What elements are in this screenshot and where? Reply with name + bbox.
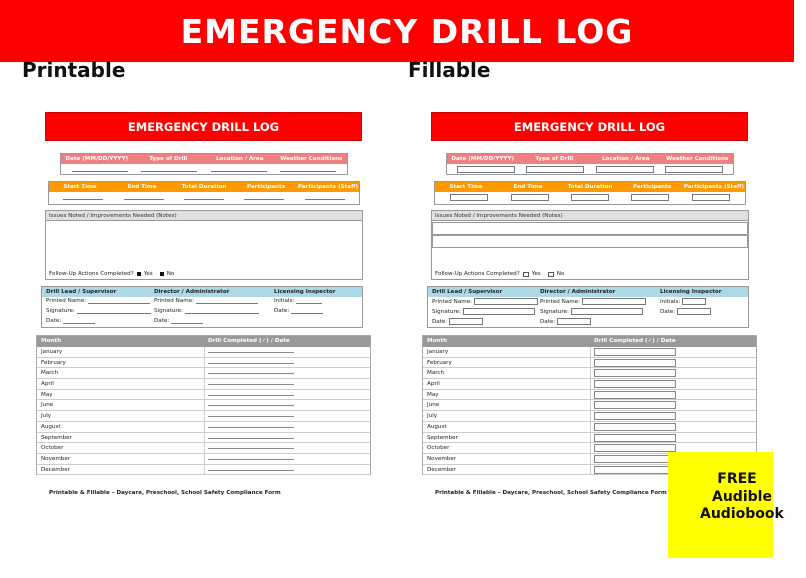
- completed-field[interactable]: [594, 412, 676, 420]
- completed-field[interactable]: [594, 455, 676, 463]
- drill-type-column-header: Type of Drill: [149, 156, 188, 162]
- inspector-date: Date:: [660, 308, 711, 315]
- inspector-header: Licensing Inspector: [660, 289, 722, 295]
- start-time-header: Start Time: [63, 184, 97, 190]
- completed-field[interactable]: [594, 401, 676, 409]
- followup-row: [49, 271, 174, 277]
- completed-field[interactable]: [594, 369, 676, 377]
- monthly-drill-table: [36, 335, 371, 475]
- month-label: January: [37, 347, 205, 357]
- table-row: [423, 379, 756, 390]
- staff-line: [305, 194, 345, 200]
- form-footer: Printable & Fillable – Daycare, Preschool, School Safety Compliance Form: [49, 490, 281, 496]
- promo-line-audiobook: Audiobook: [700, 506, 784, 522]
- lead-signature: Signature:: [432, 308, 535, 315]
- month-label: May: [423, 390, 591, 400]
- director-printed-name: Printed Name:: [540, 298, 646, 305]
- promo-line-audible: Audible: [712, 489, 772, 505]
- month-label: March: [423, 368, 591, 378]
- inspector-date: Date:: [274, 308, 323, 314]
- completed-field[interactable]: [594, 434, 676, 442]
- followup-row: [435, 271, 564, 277]
- staff-field[interactable]: [692, 194, 730, 201]
- table-row: [37, 347, 370, 358]
- no-label: No: [556, 271, 565, 277]
- table-row: [37, 358, 370, 369]
- drill-lead-header: Drill Lead / Supervisor: [46, 289, 117, 295]
- signature-section: [41, 286, 363, 328]
- director-header: Director / Administrator: [154, 289, 230, 295]
- notes-field-2[interactable]: [432, 235, 748, 248]
- inspector-initials: Initials:: [660, 298, 706, 305]
- yes-label: Yes: [143, 271, 153, 277]
- month-column-header: Month: [427, 338, 448, 344]
- inspector-initials-field[interactable]: [682, 298, 706, 305]
- weather-column-header: Weather Conditions: [666, 156, 729, 162]
- month-label: November: [37, 454, 205, 464]
- lead-signature: Signature:: [46, 308, 151, 314]
- end-time-line: [124, 194, 164, 200]
- month-label: April: [37, 379, 205, 389]
- month-label: September: [37, 433, 205, 443]
- time-section: [48, 181, 360, 205]
- yes-checkbox-icon: [137, 272, 141, 276]
- director-printed-name-field[interactable]: [582, 298, 646, 305]
- month-label: July: [423, 411, 591, 421]
- table-row: [37, 379, 370, 390]
- promo-sticker[interactable]: [668, 452, 784, 558]
- date-column-header: Date (MM/DD/YYYY): [451, 156, 515, 162]
- time-section: [434, 181, 746, 205]
- weather-line: [280, 166, 336, 172]
- notes-field-1[interactable]: [432, 222, 748, 235]
- issues-section: [431, 210, 749, 280]
- month-label: December: [37, 465, 205, 475]
- director-signature: Signature:: [540, 308, 643, 315]
- staff-header: Participants (Staff): [683, 184, 745, 190]
- lead-printed-name-field[interactable]: [474, 298, 538, 305]
- table-row: [37, 465, 370, 476]
- table-row: [37, 422, 370, 433]
- table-row: [37, 454, 370, 465]
- end-time-field[interactable]: [511, 194, 549, 201]
- month-label: April: [423, 379, 591, 389]
- table-row: [423, 433, 756, 444]
- table-row: [37, 411, 370, 422]
- month-label: August: [423, 422, 591, 432]
- completed-field[interactable]: [594, 380, 676, 388]
- month-label: October: [423, 443, 591, 453]
- drill-type-column-header: Type of Drill: [535, 156, 574, 162]
- month-label: February: [37, 358, 205, 368]
- duration-header: Total Duration (min): [181, 184, 227, 200]
- banner-title: EMERGENCY DRILL LOG: [180, 11, 634, 51]
- duration-line: [184, 194, 224, 200]
- director-printed-name: Printed Name:: [154, 298, 258, 304]
- director-signature-field[interactable]: [571, 308, 643, 315]
- form-title: EMERGENCY DRILL LOG: [513, 119, 666, 134]
- duration-field[interactable]: [571, 194, 609, 201]
- month-label: August: [37, 422, 205, 432]
- weather-field[interactable]: [665, 166, 723, 173]
- inspector-initials: Initials:: [274, 298, 322, 304]
- month-label: May: [37, 390, 205, 400]
- completed-field[interactable]: [594, 348, 676, 356]
- lead-date: Date:: [46, 318, 95, 324]
- form-header: [431, 112, 748, 141]
- yes-label: Yes: [531, 271, 541, 277]
- inspector-date-field[interactable]: [677, 308, 711, 315]
- students-header: Participants (Students): [246, 184, 286, 200]
- completed-field[interactable]: [594, 423, 676, 431]
- lead-printed-name: Printed Name:: [46, 298, 150, 304]
- drill-info-section: [60, 153, 348, 175]
- start-time-header: Start Time: [449, 184, 483, 190]
- month-label: March: [37, 368, 205, 378]
- month-label: June: [37, 400, 205, 410]
- form-footer: Printable & Fillable – Daycare, Preschool, School Safety Compliance Form: [435, 490, 667, 496]
- drill-type-line: [141, 166, 197, 172]
- date-column-header: Date (MM/DD/YYYY): [65, 156, 129, 162]
- lead-date: Date:: [432, 318, 483, 325]
- issues-header: Issues Noted / Improvements Needed (Notes): [46, 211, 362, 221]
- issues-section: [45, 210, 363, 280]
- completed-field[interactable]: [594, 359, 676, 367]
- lead-signature-field[interactable]: [463, 308, 535, 315]
- lead-date-field[interactable]: [449, 318, 483, 325]
- director-date: Date:: [154, 318, 203, 324]
- end-time-header: End Time: [127, 184, 157, 190]
- lead-printed-name: Printed Name:: [432, 298, 538, 305]
- location-line: [211, 166, 267, 172]
- table-row: [423, 368, 756, 379]
- printable-form-preview: [36, 110, 366, 505]
- no-checkbox-icon: [160, 272, 164, 276]
- month-label: June: [423, 400, 591, 410]
- completed-column-header: Drill Completed (✓) / Date: [208, 338, 290, 344]
- form-title: EMERGENCY DRILL LOG: [127, 119, 280, 134]
- table-row: [423, 390, 756, 401]
- students-line: [244, 194, 284, 200]
- form-header: [45, 112, 362, 141]
- drill-type-field[interactable]: [526, 166, 584, 173]
- table-row: [37, 443, 370, 454]
- table-row: [423, 358, 756, 369]
- students-field[interactable]: [631, 194, 669, 201]
- location-field[interactable]: [596, 166, 654, 173]
- month-label: September: [423, 433, 591, 443]
- table-row: [37, 390, 370, 401]
- followup-label: Follow-Up Actions Completed?: [435, 271, 520, 277]
- start-time-field[interactable]: [450, 194, 488, 201]
- month-label: July: [37, 411, 205, 421]
- completed-field[interactable]: [594, 444, 676, 452]
- followup-label: Follow-Up Actions Completed?: [49, 271, 134, 277]
- month-label: October: [37, 443, 205, 453]
- no-label: No: [166, 271, 175, 277]
- date-field[interactable]: [457, 166, 515, 173]
- signature-section: [427, 286, 749, 328]
- table-row: [37, 433, 370, 444]
- inspector-header: Licensing Inspector: [274, 289, 336, 295]
- completed-field[interactable]: [594, 391, 676, 399]
- start-time-line: [63, 194, 103, 200]
- yes-checkbox[interactable]: [523, 272, 529, 277]
- director-date: Date:: [540, 318, 591, 325]
- drill-info-section: [446, 153, 734, 175]
- month-label: February: [423, 358, 591, 368]
- drill-lead-header: Drill Lead / Supervisor: [432, 289, 503, 295]
- completed-field[interactable]: [594, 466, 676, 474]
- director-signature: Signature:: [154, 308, 259, 314]
- weather-column-header: Weather Conditions: [280, 156, 343, 162]
- top-banner: [0, 0, 794, 62]
- table-row: [423, 347, 756, 358]
- table-row: [423, 422, 756, 433]
- date-line: [72, 166, 128, 172]
- month-column-header: Month: [41, 338, 62, 344]
- location-column-header: Location / Area: [601, 156, 650, 162]
- completed-column-header: Drill Completed (✓) / Date: [594, 338, 676, 344]
- duration-header: Total Duration (min): [567, 184, 613, 200]
- table-row: [423, 400, 756, 411]
- fillable-label: Fillable: [408, 58, 491, 82]
- table-row: [37, 368, 370, 379]
- fillable-form-preview: [422, 110, 752, 505]
- promo-line-free: FREE: [717, 471, 757, 487]
- director-date-field[interactable]: [557, 318, 591, 325]
- end-time-header: End Time: [513, 184, 543, 190]
- students-header: Participants (Students): [632, 184, 672, 200]
- director-header: Director / Administrator: [540, 289, 616, 295]
- location-column-header: Location / Area: [215, 156, 264, 162]
- table-row: [37, 400, 370, 411]
- no-checkbox[interactable]: [548, 272, 554, 277]
- issues-header: Issues Noted / Improvements Needed (Notes): [432, 211, 748, 221]
- table-row: [423, 411, 756, 422]
- month-label: November: [423, 454, 591, 464]
- month-label: January: [423, 347, 591, 357]
- printable-label: Printable: [22, 58, 126, 82]
- staff-header: Participants (Staff): [297, 184, 359, 190]
- month-label: December: [423, 465, 591, 475]
